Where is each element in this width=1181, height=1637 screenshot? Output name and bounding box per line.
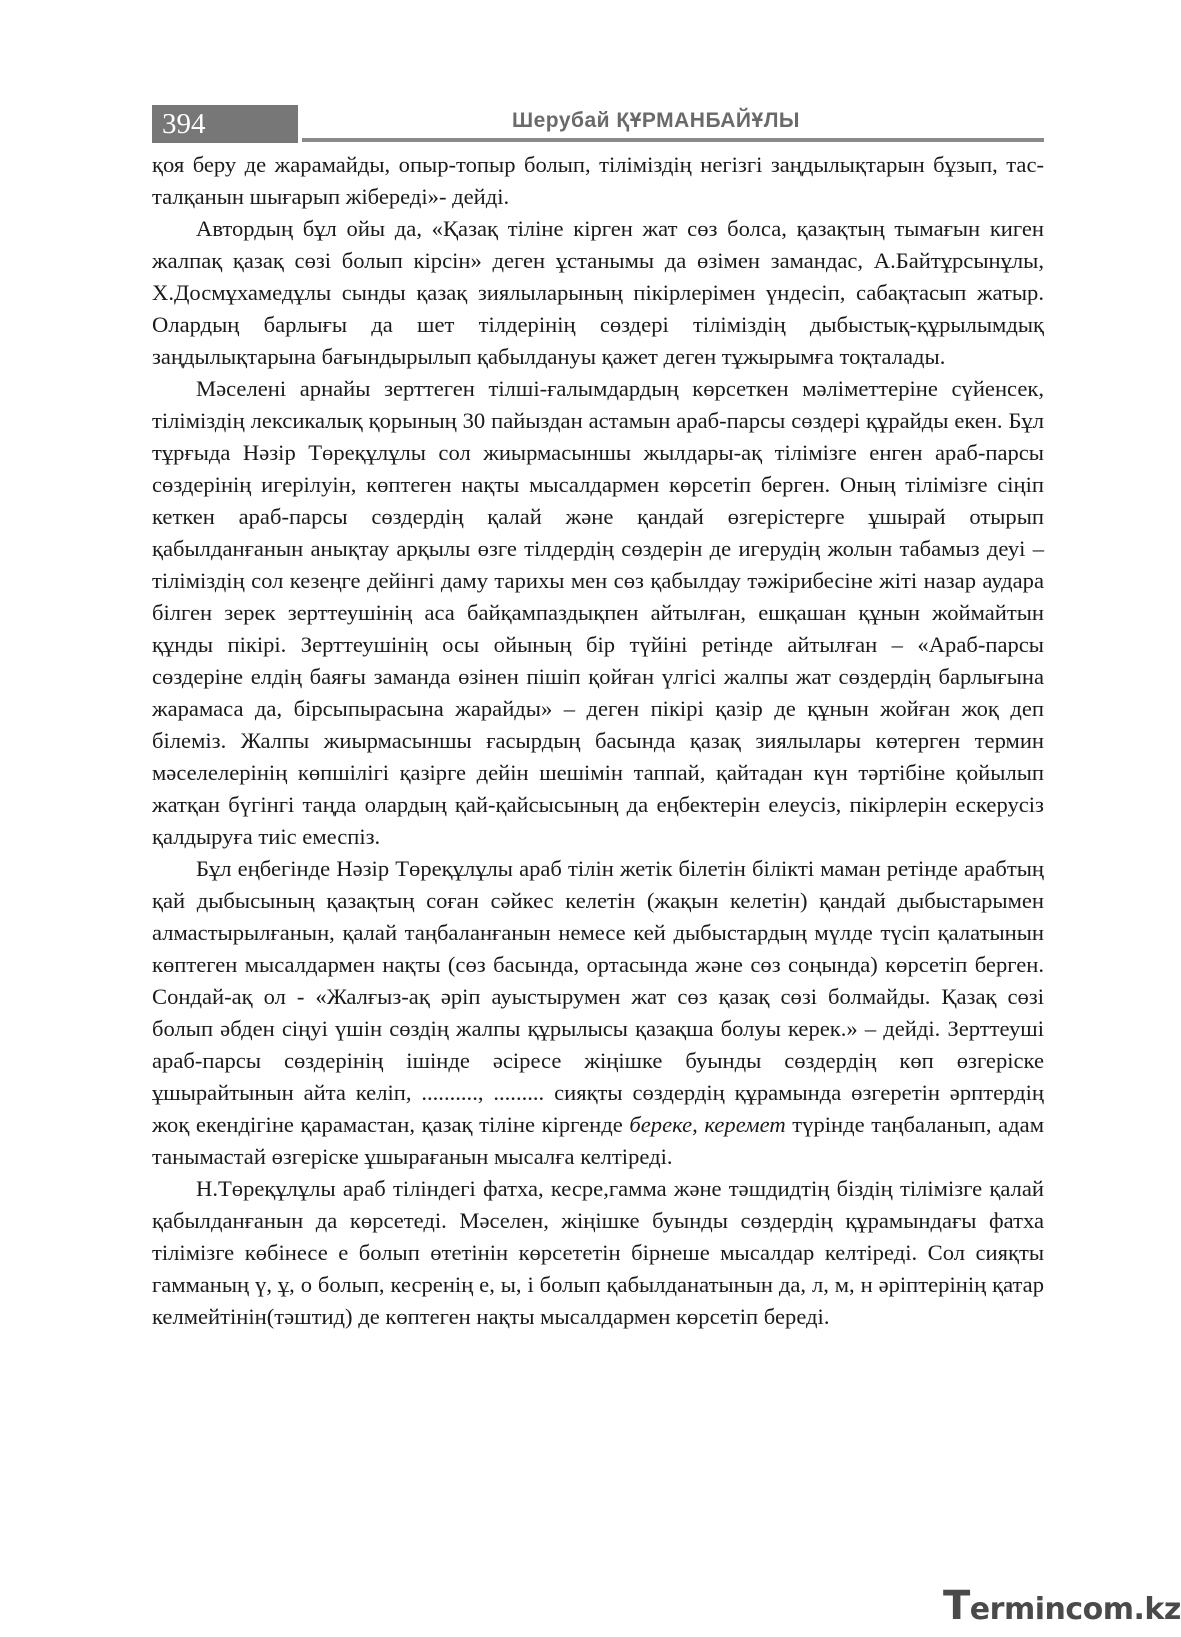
page-header [152,105,1044,145]
watermark-o: o [1082,1592,1103,1627]
paragraph-4-text-end: түрінде таңбаланып, адам танымастай өзгеріске ұшырағанын мысалға келтіреді. [152,1112,1045,1169]
watermark-tail: m.kz [1102,1592,1181,1627]
watermark-middle: erminc [969,1592,1083,1627]
paragraph-4-italic-terms: береке, керемет [629,1112,786,1137]
page-number: 394 [152,105,298,143]
paragraph-3: Мәселені арнайы зерттеген тілші-ғалымдардың көрсеткен мәліметтеріне сүйенсек, тіліміздің лексикалық қорының 30 пайыздан астамын араб-парсы сөздері құрайды екен. Бұл тұрғыда Нәзір Төреқұлұлы сол жиырмасыншы жылдары-ақ тілімізге енген араб-парсы сөздерінің игерілуін, көптеген нақты мысалдармен көрсетіп берген. Оның тілімізге сіңіп кеткен араб-парсы сөздердің қалай және қандай өзгерістерге ұшырай отырып қабылданғанын анықтау арқылы өзге тілдердің сөздерін де игерудің жолын табамыз деуі – тіліміздің сол кезеңге дейінгі даму тарихы мен сөз қабылдау тәжірибесіне жіті назар аудара білген зерек зерттеушінің аса байқампаздықпен айтылған, ешқашан құнын жоймайтын құнды пікірі. Зерттеушінің осы ойының бір түйіні ретінде айтылған – «Араб-парсы сөздеріне елдің баяғы заманда өзінен пішіп қойған үлгісі жалпы жат сөздердің барлығына жарамаса да, бірсыпырасына жарайды» – деген пікірі қазір де құнын жойған жоқ деп білеміз. Жалпы жиырмасыншы ғасырдың басында қазақ зиялылары көтерген термин мәселелерінің көпшілігі қазірге дейін шешімін таппай, қайтадан күн тәртібіне қойылып жатқан бүгінгі таңда олардың қай-қайсысының да еңбектерін елеусіз, пікірлерін ескерусіз қалдыруға тиіс емеспіз. [152,376,1044,849]
paragraph-5: Н.Төреқұлұлы араб тіліндегі фатха, кесре,гамма және тәшдидтің біздің тілімізге қалай қабылданғанын да көрсетеді. Мәселен, жіңішке буынды сөздердің құрамындағы фатха тілімізге көбінесе е болып өтетінін көрсететін бірнеше мысалдар келтіреді. Сол сияқты гамманың ү, ұ, о болып, кесренің е, ы, і болып қабылданатынын да, л, м, н әріптерінің қатар келмейтінін(тәштид) де көптеген нақты мысалдармен көрсетіп береді. [152,1176,1044,1329]
paragraph-1: қоя беру де жарамайды, опыр-топыр болып, тіліміздің негізгі заңдылықтарын бұзып, тас-талқанын шығарып жібереді»- дейді. [152,152,1044,209]
running-head-author: Шерубай ҚҰРМАНБАЙҰЛЫ [512,109,800,132]
paragraph-2: Автордың бұл ойы да, «Қазақ тіліне кірген жат сөз болса, қазақтың тымағын киген жалпақ қазақ сөзі болып кірсін» деген ұстанымы да өзімен замандас, А.Байтұрсынұлы, Х.Досмұхамедұлы сынды қазақ зиялыларының пікірлерімен үндесіп, сабақтасып жатыр. Олардың барлығы да шет тілдерінің сөздері тіліміздің дыбыстық-құрылымдық заңдылықтарына бағындырылып қабылдануы қажет деген тұжырымға тоқталады. [152,216,1044,369]
body-text [152,149,1044,1333]
paragraph-4-text: Бұл еңбегінде Нәзір Төреқұлұлы араб тілін жетік білетін білікті маман ретінде арабтың қай дыбысының қазақтың соған сәйкес келетін (жақын келетін) қандай дыбыстарымен алмастырылғанын, қалай таңбаланғанын немесе кей дыбыстардың мүлде түсіп қалатынын көптеген мысалдармен нақты (сөз басында, ортасында және сөз соңында) көрсетіп берген. Сондай-ақ ол - «Жалғыз-ақ әріп ауыстырумен жат сөз қазақ сөзі болмайды. Қазақ сөзі болып әбден сіңуі үшін сөздің жалпы құрылысы қазақша болуы керек.» – дейді. Зерттеуші араб-парсы сөздерінің ішінде әсіресе жіңішке буынды сөздердің көп өзгеріске ұшырайтынын айта келіп, .........., ......... сияқты сөздердің құрамында өзгеретін әрптердің жоқ екендігіне қарамастан, қазақ тіліне кіргенде [152,856,1044,1137]
termincom-watermark-logo [943,1583,1181,1629]
paragraph-4 [152,853,1044,1173]
header-rule [302,138,1044,142]
watermark-initial: T [943,1583,970,1629]
